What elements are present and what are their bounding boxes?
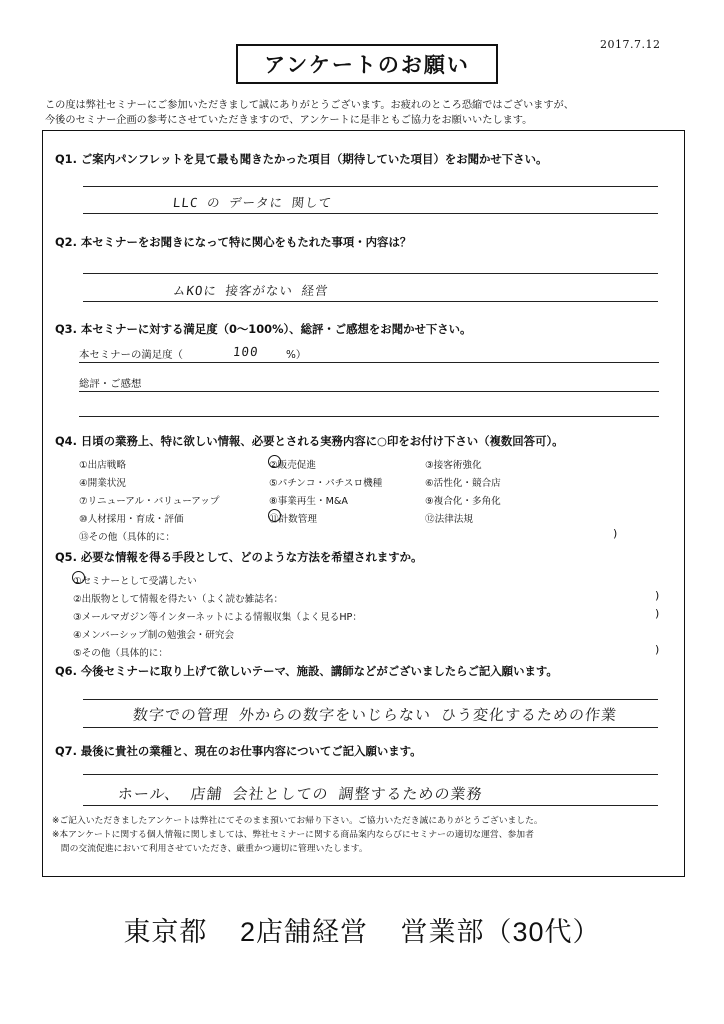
q4-option[interactable]: ⑨複合化・多角化 [425,496,501,507]
q5-option[interactable]: ④メンバーシップ制の勉強会・研究会 [73,630,235,641]
q4-option[interactable]: ②販売促進 [269,460,316,471]
q2-line [83,301,658,302]
satisfaction-label: 本セミナーの満足度（ [79,349,183,361]
intro-line: この度は弊社セミナーにご参加いただきまして誠にありがとうございます。お疲れのところ恐縮ではございますが、 [45,100,574,111]
q4-option[interactable]: ④開業状況 [79,478,126,489]
date: 2017.7.12 [600,38,661,51]
q4-option[interactable]: ③接客術強化 [425,460,482,471]
q7-answer[interactable]: ホール、 店舗 会社としての 調整するための業務 [117,785,484,803]
q5-option[interactable]: ③メールマガジン等インターネットによる情報収集（よく見るHP： [73,612,362,623]
q3-question: Q3. 本セミナーに対する満足度（0～100%）、総評・ご感想をお聞かせ下さい。 [55,322,472,336]
q4-option[interactable]: ⑧事業再生・M&A [269,496,348,507]
q4-question: Q4. 日頃の業務上、特に欲しい情報、必要とされる実務内容に○印をお付け下さい（複数回答可）。 [55,434,564,448]
q5-option[interactable]: ①セミナーとして受講したい [73,576,197,587]
q2-question: Q2. 本セミナーをお聞きになって特に関心をもたれた事項・内容は？ [55,235,412,249]
q3-line [79,391,659,392]
q1-line [83,186,658,187]
q5-question: Q5. 必要な情報を得る手段として、どのような方法を希望されますか。 [55,550,423,564]
selected-circle [268,455,281,468]
respondent-department: 営業部（30代） [400,917,601,947]
q1-question: Q1. ご案内パンフレットを見て最も聞きたかった項目（期待していた項目）をお聞かせ下さい。 [55,152,548,166]
comment-label: 総評・ご感想 [79,378,142,390]
respondent-business: 2店舗経営 [239,917,368,947]
q5-close-paren: ) [655,607,660,620]
q4-option[interactable]: ⑪計数管理 [269,514,317,525]
q2-answer[interactable]: ムKOに 接客がない 経営 [172,283,330,298]
q4-option[interactable]: ⑦リニューアル・バリューアップ [79,496,220,507]
satisfaction-unit: %） [286,349,307,361]
q6-line [83,727,658,728]
q1-line [83,213,658,214]
satisfaction-value[interactable]: 100 [232,344,260,359]
notes [52,814,680,856]
q4-option[interactable]: ⑥活性化・競合店 [425,478,501,489]
q4-option[interactable]: ⑬その他（具体的に： [79,532,175,543]
q4-option[interactable]: ⑫法律法規 [425,514,473,525]
q6-answer[interactable]: 数字での管理 外からの数字をいじらない ひう変化するための作業 [132,706,618,724]
q7-question: Q7. 最後に貴社の業種と、現在のお仕事内容についてご記入願います。 [55,744,422,758]
q6-line [83,699,658,700]
q1-answer[interactable]: LLC の データに 関して [172,195,333,210]
q5-close-paren: ) [655,589,660,602]
q7-line [83,805,658,806]
q3-line [79,416,659,417]
respondent-region: 東京都 [123,917,208,947]
selected-circle [72,571,85,584]
intro-text [45,98,685,128]
q5-option[interactable]: ⑤その他（具体的に： [73,648,168,659]
note-line: ※ご記入いただきましたアンケートは弊社にてそのまま預いてお帰り下さい。ご協力いただき誠にありがとうございました。 [52,816,543,826]
note-line: 間の交流促進において利用させていただき、厳重かつ適切に管理いたします。 [52,844,368,854]
q4-close-paren: ) [613,527,618,540]
q3-line [79,362,659,363]
q5-option[interactable]: ②出版物として情報を得たい（よく読む雑誌名： [73,594,284,605]
page-title: アンケートのお願い [236,44,498,84]
q2-line [83,273,658,274]
q4-option[interactable]: ⑩人材採用・育成・評価 [79,514,184,525]
q4-option[interactable]: ⑤パチンコ・パチスロ機種 [269,478,383,489]
survey-form [42,130,685,877]
intro-line: 今後のセミナー企画の参考にさせていただきますので、アンケートに是非ともご協力をお願いいたします。 [45,115,533,126]
selected-circle [268,509,281,522]
note-line: ※本アンケートに関する個人情報に関しましては、弊社セミナーに関する商品案内ならびにセミナーの適切な運営、参加者 [52,830,534,840]
q4-option[interactable]: ①出店戦略 [79,460,126,471]
q6-question: Q6. 今後セミナーに取り上げて欲しいテーマ、施設、講師などがございましたらご記入願います。 [55,664,558,678]
q7-line [83,774,658,775]
respondent-caption [0,910,724,949]
q5-close-paren: ) [655,643,660,656]
